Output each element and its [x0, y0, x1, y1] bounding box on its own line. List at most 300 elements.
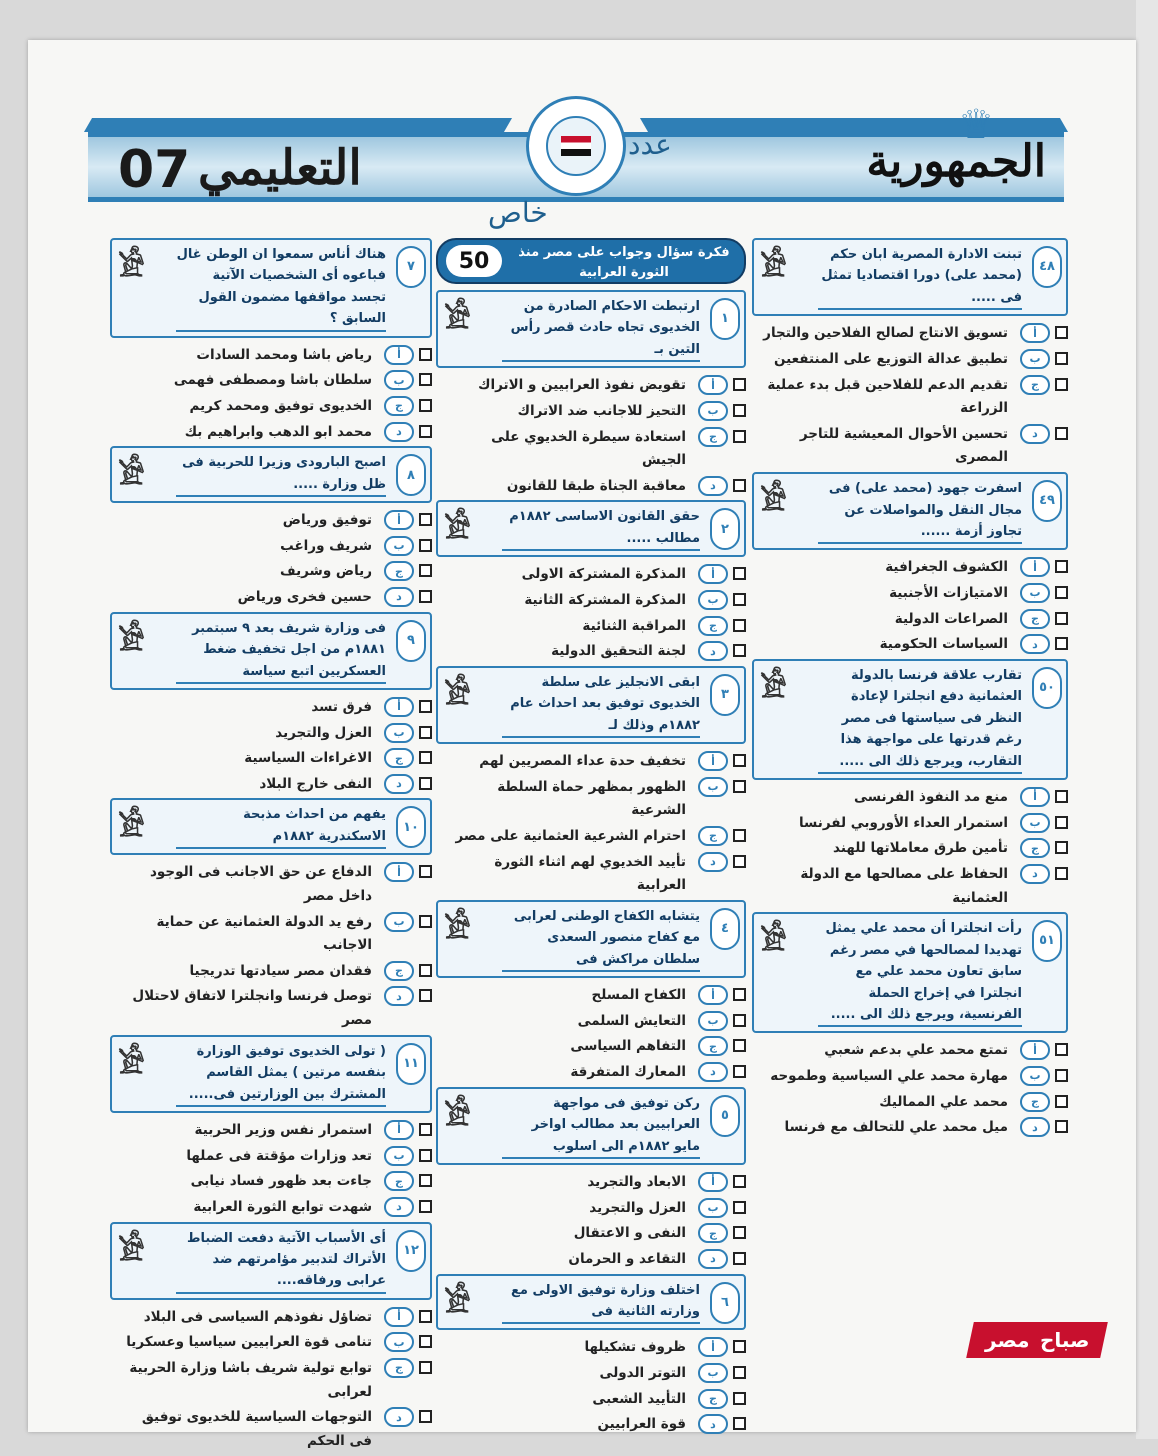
checkbox-icon[interactable]	[419, 700, 432, 713]
option-text: التحيز للاجانب ضد الاتراك	[517, 402, 686, 419]
checkbox-icon[interactable]	[733, 829, 746, 842]
option-text: محمد علي المماليك	[879, 1093, 1008, 1110]
option-text: تطبيق عدالة التوزيع على المنتفعين	[773, 350, 1008, 367]
pharaoh-figure-icon: 𓀀	[118, 249, 145, 284]
checkbox-icon[interactable]	[419, 751, 432, 764]
option-letter: ج	[1020, 375, 1050, 395]
option-letter: ج	[384, 748, 414, 768]
checkbox-icon[interactable]	[733, 1252, 746, 1265]
answer-option[interactable]	[436, 1061, 746, 1085]
checkbox-icon[interactable]	[733, 479, 746, 492]
question-box	[110, 1035, 432, 1113]
option-letter: ج	[698, 826, 728, 846]
option-text: سلطان باشا ومصطفى فهمى	[173, 372, 372, 389]
option-letter: ج	[1020, 838, 1050, 858]
answer-option[interactable]	[752, 1116, 1068, 1140]
pharaoh-figure-icon: 𓀀	[760, 249, 787, 284]
option-text: تمتع محمد علي بدعم شعبي	[824, 1042, 1008, 1059]
checkbox-icon[interactable]	[733, 1417, 746, 1430]
checkbox-icon[interactable]	[733, 1201, 746, 1214]
question-text: ابقى الانجليز على سلطة الخديوى توفيق بعد احداث عام ١٨٨٢م وذلك لـ	[502, 672, 700, 738]
checkbox-icon[interactable]	[733, 593, 746, 606]
option-letter: أ	[384, 1120, 414, 1140]
answer-option[interactable]	[110, 535, 432, 559]
checkbox-icon[interactable]	[419, 989, 432, 1002]
checkbox-icon[interactable]	[733, 1175, 746, 1188]
answer-option[interactable]	[110, 1331, 432, 1355]
answer-option[interactable]	[110, 747, 432, 771]
answer-option[interactable]	[752, 1039, 1068, 1063]
checkbox-icon[interactable]	[1055, 841, 1068, 854]
option-letter: ب	[384, 1332, 414, 1352]
sabah-masr-watermark	[966, 1322, 1108, 1358]
question-box	[752, 238, 1068, 316]
answer-option[interactable]	[436, 374, 746, 398]
checkbox-icon[interactable]	[419, 726, 432, 739]
option-text: تقويض نفوذ العرابيين و الاتراك	[478, 377, 686, 394]
answer-option[interactable]	[110, 369, 432, 393]
option-letter: ب	[698, 1363, 728, 1383]
option-letter: ب	[698, 1198, 728, 1218]
question-number: ١	[710, 298, 740, 340]
answer-option[interactable]	[752, 1091, 1068, 1115]
option-letter: ج	[1020, 1092, 1050, 1112]
checkbox-icon[interactable]	[1055, 352, 1068, 365]
checkbox-icon[interactable]	[733, 378, 746, 391]
option-letter: د	[698, 1249, 728, 1269]
option-text: فرق تسد	[311, 698, 372, 715]
option-text: تسويق الانتاج لصالح الفلاحين والتجار	[763, 325, 1008, 342]
option-letter: د	[698, 476, 728, 496]
checkbox-icon[interactable]	[733, 1039, 746, 1052]
option-letter: ج	[384, 561, 414, 581]
option-text: الكشوف الجغرافية	[885, 559, 1008, 576]
question-box	[436, 290, 746, 368]
option-text: تنامى قوة العرابيين سياسيا وعسكريا	[126, 1334, 372, 1351]
option-letter: ب	[384, 1146, 414, 1166]
option-letter: ج	[698, 616, 728, 636]
option-letter: أ	[698, 1337, 728, 1357]
answer-option[interactable]	[110, 1306, 432, 1330]
option-text: التأييد الشعبى	[592, 1390, 686, 1407]
option-text: تأمين طرق معاملاتها للهند	[833, 840, 1008, 857]
checkbox-icon[interactable]	[733, 619, 746, 632]
checkbox-icon[interactable]	[1055, 637, 1068, 650]
question-text: ( تولى الخديوى توفيق الوزارة بنفسه مرتين ) يمثل القاسم المشترك بين الوزارتين فى.....	[176, 1041, 386, 1107]
option-text: التوتر الدولى	[599, 1365, 686, 1381]
pharaoh-figure-icon: 𓀀	[444, 511, 471, 547]
watermark-part1: صباح	[1039, 1328, 1089, 1352]
option-letter: ج	[698, 1036, 728, 1056]
answer-option[interactable]	[752, 1065, 1068, 1089]
answer-option[interactable]	[110, 560, 432, 584]
answer-option[interactable]	[110, 1406, 432, 1453]
answer-option[interactable]	[110, 1170, 432, 1194]
answer-option[interactable]	[752, 423, 1068, 470]
option-text: الكفاح المسلح	[591, 987, 686, 1004]
option-text: توابع تولية شريف باشا وزارة الحربية لعرابى	[129, 1360, 372, 1400]
column-middle	[436, 238, 746, 1439]
option-letter: أ	[384, 862, 414, 882]
checkbox-icon[interactable]	[419, 399, 432, 412]
special-issue-label-bottom: خاص	[488, 196, 548, 229]
answer-option[interactable]	[110, 861, 432, 908]
question-text: حقق القانون الاساسى ١٨٨٢م مطالب .....	[502, 506, 700, 551]
option-letter: د	[384, 1407, 414, 1427]
answer-option[interactable]	[110, 509, 432, 533]
column-left	[110, 238, 432, 1456]
answer-option[interactable]	[110, 985, 432, 1032]
checkbox-icon[interactable]	[419, 865, 432, 878]
checkbox-icon[interactable]	[419, 590, 432, 603]
option-letter: أ	[384, 345, 414, 365]
question-box	[110, 1222, 432, 1300]
option-text: استعادة سيطرة الخديوي على الجيش	[491, 428, 686, 469]
answer-option[interactable]	[110, 586, 432, 610]
option-letter: ج	[698, 427, 728, 447]
checkbox-icon[interactable]	[419, 1335, 432, 1348]
option-letter: أ	[1020, 323, 1050, 343]
checkbox-icon[interactable]	[419, 964, 432, 977]
option-letter: ج	[698, 1223, 728, 1243]
checkbox-icon[interactable]	[419, 1361, 432, 1374]
question-number: ٣	[710, 674, 740, 716]
checkbox-icon[interactable]	[733, 1014, 746, 1027]
answer-option[interactable]	[110, 1145, 432, 1169]
egypt-seal-icon	[526, 96, 626, 196]
answer-option[interactable]	[436, 1362, 746, 1386]
question-number: ٦	[710, 1282, 740, 1324]
checkbox-icon[interactable]	[733, 1226, 746, 1239]
question-box	[436, 900, 746, 978]
answer-option[interactable]	[436, 825, 746, 849]
option-text: رياض باشا ومحمد السادات	[196, 346, 372, 363]
option-text: استمرار العداء الأوروبي لفرنسا	[798, 814, 1008, 831]
checkbox-icon[interactable]	[1055, 790, 1068, 803]
option-letter: ب	[384, 370, 414, 390]
answer-option[interactable]	[436, 400, 746, 424]
answer-option[interactable]	[436, 426, 746, 473]
option-letter: أ	[698, 375, 728, 395]
answer-option[interactable]	[110, 1357, 432, 1404]
option-text: السياسات الحكومية	[879, 636, 1008, 653]
answer-option[interactable]	[110, 344, 432, 368]
question-text: اسفرت جهود (محمد على) فى مجال النقل والمواصلات عن تجاوز أزمة ......	[818, 478, 1022, 544]
checkbox-icon[interactable]	[1055, 612, 1068, 625]
answer-option[interactable]	[110, 395, 432, 419]
question-number: ٨	[396, 454, 426, 496]
option-text: التقاعد و الحرمان	[568, 1250, 686, 1267]
option-letter: ب	[698, 777, 728, 797]
option-letter: أ	[698, 1172, 728, 1192]
pharaoh-figure-icon: 𓀀	[444, 676, 471, 712]
question-text: يتشابه الكفاح الوطنى لعرابى مع كفاح منصور السعدى سلطان مراكش فى	[502, 906, 700, 972]
option-text: المذكرة المشتركة الاولى	[521, 566, 686, 583]
answer-option[interactable]	[436, 984, 746, 1008]
watermark-part2: مصر	[985, 1328, 1030, 1352]
question-text: أى الأسباب الآتية دفعت الضباط الأتراك لتدبير مؤامرتهم ضد عرابى ورفاقه....	[176, 1228, 386, 1294]
option-text: العزل والتجريد	[275, 724, 372, 741]
question-box	[436, 1087, 746, 1165]
option-letter: ج	[1020, 609, 1050, 629]
answer-option[interactable]	[436, 750, 746, 774]
question-box	[752, 472, 1068, 550]
pharaoh-figure-icon: 𓀀	[444, 301, 471, 336]
option-letter: د	[698, 641, 728, 661]
answer-option[interactable]	[436, 1388, 746, 1412]
option-text: توفيق ورياض	[282, 512, 372, 529]
answer-option[interactable]	[752, 348, 1068, 372]
option-letter: أ	[384, 1307, 414, 1327]
option-letter: د	[384, 774, 414, 794]
question-text: تبنت الادارة المصرية ابان حكم (محمد على) دورا اقتصاديا تمثل فى .....	[818, 244, 1022, 310]
banner-count: 50	[446, 245, 502, 277]
checkbox-icon[interactable]	[733, 1366, 746, 1379]
checkbox-icon[interactable]	[733, 430, 746, 443]
answer-option[interactable]	[436, 851, 746, 898]
option-letter: ب	[1020, 1066, 1050, 1086]
pharaoh-figure-icon: 𓀀	[118, 1232, 145, 1268]
checkbox-icon[interactable]	[1055, 816, 1068, 829]
question-text: فى وزارة شريف بعد ٩ سبتمبر ١٨٨١م من اجل تخفيف ضغط العسكريين اتبع سياسة	[176, 618, 386, 684]
checkbox-icon[interactable]	[733, 567, 746, 580]
answer-option[interactable]	[436, 1171, 746, 1195]
option-text: استمرار نفس وزير الحربية	[194, 1122, 372, 1138]
answer-option[interactable]	[436, 640, 746, 664]
option-letter: ج	[698, 1389, 728, 1409]
checkbox-icon[interactable]	[419, 1410, 432, 1423]
checkbox-icon[interactable]	[419, 1310, 432, 1323]
question-box	[436, 666, 746, 744]
checkbox-icon[interactable]	[1055, 326, 1068, 339]
answer-option[interactable]	[110, 1196, 432, 1220]
answer-option[interactable]	[436, 563, 746, 587]
masthead-stripe-right	[640, 118, 1068, 132]
question-number: ٤٨	[1032, 246, 1062, 288]
option-text: العزل والتجريد	[589, 1199, 686, 1216]
answer-option[interactable]	[110, 421, 432, 445]
option-text: الظهور بمظهر حماة السلطة الشرعية	[497, 778, 686, 819]
option-text: المراقبة الثنائية	[582, 617, 686, 634]
answer-option[interactable]	[436, 1413, 746, 1437]
option-letter: أ	[1020, 787, 1050, 807]
option-text: تخفيف حدة عداء المصريين لهم	[479, 753, 686, 770]
question-text: اختلف وزارة توفيق الاولى مع وزارته الثانية فى	[502, 1280, 700, 1325]
answer-option[interactable]	[752, 582, 1068, 606]
checkbox-icon[interactable]	[1055, 1120, 1068, 1133]
option-text: احترام الشرعية العثمانية على مصر	[455, 828, 686, 844]
question-number: ٤٩	[1032, 480, 1062, 522]
option-letter: ب	[698, 1011, 728, 1031]
answer-option[interactable]	[752, 608, 1068, 632]
checkbox-icon[interactable]	[419, 1200, 432, 1213]
answer-option[interactable]	[752, 322, 1068, 346]
answer-option[interactable]	[752, 374, 1068, 421]
option-text: الصراعات الدولية	[894, 610, 1008, 627]
answer-option[interactable]	[110, 911, 432, 958]
option-letter: ج	[384, 396, 414, 416]
pharaoh-figure-icon: 𓀀	[444, 910, 471, 946]
option-text: المعارك المتفرقة	[570, 1064, 686, 1081]
option-text: رفع يد الدولة العثمانية عن حماية الاجانب	[156, 913, 372, 954]
checkbox-icon[interactable]	[1055, 586, 1068, 599]
option-text: مهارة محمد علي السياسية وطموحه	[770, 1068, 1008, 1084]
answer-option[interactable]	[436, 1248, 746, 1272]
issue-number: 07	[118, 140, 191, 200]
option-text: الحفاظ على مصالحها مع الدولة العثمانية	[800, 865, 1008, 906]
masthead	[88, 88, 1064, 228]
pharaoh-figure-icon: 𓀀	[444, 1097, 471, 1133]
option-letter: ب	[1020, 813, 1050, 833]
checkbox-icon[interactable]	[419, 564, 432, 577]
answer-option[interactable]	[110, 722, 432, 746]
section-title: التعليمي	[198, 140, 362, 196]
answer-option[interactable]	[436, 615, 746, 639]
option-letter: ب	[384, 723, 414, 743]
pharaoh-figure-icon: 𓀀	[118, 1045, 145, 1081]
option-text: التفاهم السياسى	[570, 1038, 686, 1055]
question-box	[110, 612, 432, 690]
special-issue-label-top: عدد	[628, 128, 672, 161]
checkbox-icon[interactable]	[1055, 560, 1068, 573]
option-letter: د	[1020, 1117, 1050, 1137]
answer-option[interactable]	[110, 960, 432, 984]
answer-option[interactable]	[110, 773, 432, 797]
question-box	[110, 798, 432, 855]
question-text: ارتبطت الاحكام الصادرة من الخديوى تجاه حادث قصر رأس التين بـ	[502, 296, 700, 362]
answer-option[interactable]	[436, 1336, 746, 1360]
option-letter: د	[698, 1062, 728, 1082]
answer-option[interactable]	[752, 863, 1068, 910]
checkbox-icon[interactable]	[733, 855, 746, 868]
option-text: محمد ابو الدهب وابراهيم بك	[184, 423, 372, 440]
checkbox-icon[interactable]	[419, 1123, 432, 1136]
answer-option[interactable]	[752, 812, 1068, 836]
option-text: تضاؤل نفوذهم السياسى فى البلاد	[143, 1308, 372, 1325]
pharaoh-figure-icon: 𓀀	[760, 923, 787, 959]
checkbox-icon[interactable]	[419, 513, 432, 526]
question-text: تقارب علاقة فرنسا بالدولة العثمانية دفع انجلترا لإعادة النظر فى سياستها فى مصر رغم قدرتها على مواجهة هذا التقارب، ويرجع ذلك الى .....	[818, 665, 1022, 774]
option-text: الخديوى توفيق ومحمد كريم	[189, 398, 372, 414]
question-number: ١٢	[396, 1230, 426, 1272]
option-letter: ب	[698, 590, 728, 610]
checkbox-icon[interactable]	[419, 539, 432, 552]
option-text: تحسين الأحوال المعيشية للتاجر المصرى	[799, 425, 1008, 466]
option-letter: أ	[698, 751, 728, 771]
option-text: تقديم الدعم للفلاحين قبل بدء عملية الزراعة	[767, 376, 1008, 417]
checkbox-icon[interactable]	[733, 1392, 746, 1405]
checkbox-icon[interactable]	[733, 404, 746, 417]
answer-option[interactable]	[436, 1197, 746, 1221]
option-letter: د	[1020, 424, 1050, 444]
pharaoh-figure-icon: 𓀀	[118, 622, 145, 658]
option-text: لجنة التحقيق الدولية	[551, 643, 686, 660]
checkbox-icon[interactable]	[1055, 1069, 1068, 1082]
option-letter: أ	[1020, 1040, 1050, 1060]
option-letter: ب	[1020, 349, 1050, 369]
checkbox-icon[interactable]	[419, 1149, 432, 1162]
checkbox-icon[interactable]	[419, 1174, 432, 1187]
option-text: الابعاد والتجريد	[587, 1174, 686, 1190]
option-text: تأييد الخديوي لهم اثناء الثورة العرابية	[494, 853, 686, 894]
checkbox-icon[interactable]	[1055, 378, 1068, 391]
question-number: ٥	[710, 1095, 740, 1137]
option-letter: د	[384, 1197, 414, 1217]
answer-option[interactable]	[752, 633, 1068, 657]
question-text: ركن توفيق فى مواجهة العرابيين بعد مطالب اواخر مايو ١٨٨٢م الى اسلوب	[502, 1093, 700, 1159]
question-number: ١١	[396, 1043, 426, 1085]
question-box	[752, 659, 1068, 780]
answer-option[interactable]	[752, 786, 1068, 810]
option-letter: ب	[384, 912, 414, 932]
eagle-logo-icon: ♕	[958, 102, 994, 148]
checkbox-icon[interactable]	[733, 780, 746, 793]
option-letter: ب	[698, 401, 728, 421]
answer-option[interactable]	[752, 556, 1068, 580]
answer-option[interactable]	[436, 475, 746, 499]
checkbox-icon[interactable]	[419, 373, 432, 386]
masthead-stripe-left	[84, 118, 512, 132]
option-letter: أ	[1020, 557, 1050, 577]
checkbox-icon[interactable]	[733, 988, 746, 1001]
checkbox-icon[interactable]	[1055, 867, 1068, 880]
answer-option[interactable]	[436, 1035, 746, 1059]
checkbox-icon[interactable]	[1055, 1043, 1068, 1056]
option-text: الاغراءات السياسية	[244, 750, 372, 767]
column-right	[752, 238, 1068, 1142]
checkbox-icon[interactable]	[419, 777, 432, 790]
option-letter: أ	[384, 697, 414, 717]
pharaoh-figure-icon: 𓀀	[118, 809, 145, 845]
answer-option[interactable]	[436, 1222, 746, 1246]
option-text: الامتيازات الأجنبية	[889, 585, 1008, 601]
scan-edge	[1136, 0, 1158, 1439]
pharaoh-figure-icon: 𓀀	[444, 1284, 471, 1320]
answer-option[interactable]	[752, 837, 1068, 861]
option-text: المذكرة المشتركة الثانية	[524, 591, 686, 608]
checkbox-icon[interactable]	[1055, 427, 1068, 440]
egypt-flag-icon	[561, 136, 591, 156]
option-letter: د	[384, 587, 414, 607]
option-text: النفى خارج البلاد	[259, 775, 372, 792]
question-box	[110, 238, 432, 338]
checkbox-icon[interactable]	[419, 425, 432, 438]
option-letter: د	[1020, 864, 1050, 884]
option-text: شهدت توابع الثورة العرابية	[193, 1198, 372, 1215]
answer-option[interactable]	[436, 776, 746, 823]
question-box	[110, 446, 432, 503]
option-letter: ب	[1020, 583, 1050, 603]
checkbox-icon[interactable]	[733, 1065, 746, 1078]
checkbox-icon[interactable]	[733, 644, 746, 657]
answer-option[interactable]	[110, 1119, 432, 1143]
checkbox-icon[interactable]	[1055, 1095, 1068, 1108]
option-text: قوة العرابيين	[597, 1416, 686, 1433]
checkbox-icon[interactable]	[419, 348, 432, 361]
option-text: رياض وشريف	[280, 563, 372, 580]
option-text: تعد وزارات مؤقتة فى عملها	[186, 1147, 372, 1164]
checkbox-icon[interactable]	[419, 915, 432, 928]
answer-option[interactable]	[436, 1010, 746, 1034]
question-number: ١٠	[396, 806, 426, 848]
option-text: معاقبة الجناة طبقا للقانون	[506, 477, 686, 494]
checkbox-icon[interactable]	[733, 754, 746, 767]
answer-option[interactable]	[436, 589, 746, 613]
answer-option[interactable]	[110, 696, 432, 720]
checkbox-icon[interactable]	[733, 1340, 746, 1353]
newspaper-logo: الجمهورية	[866, 136, 1046, 187]
option-text: النفى و الاعتقال	[573, 1225, 686, 1242]
